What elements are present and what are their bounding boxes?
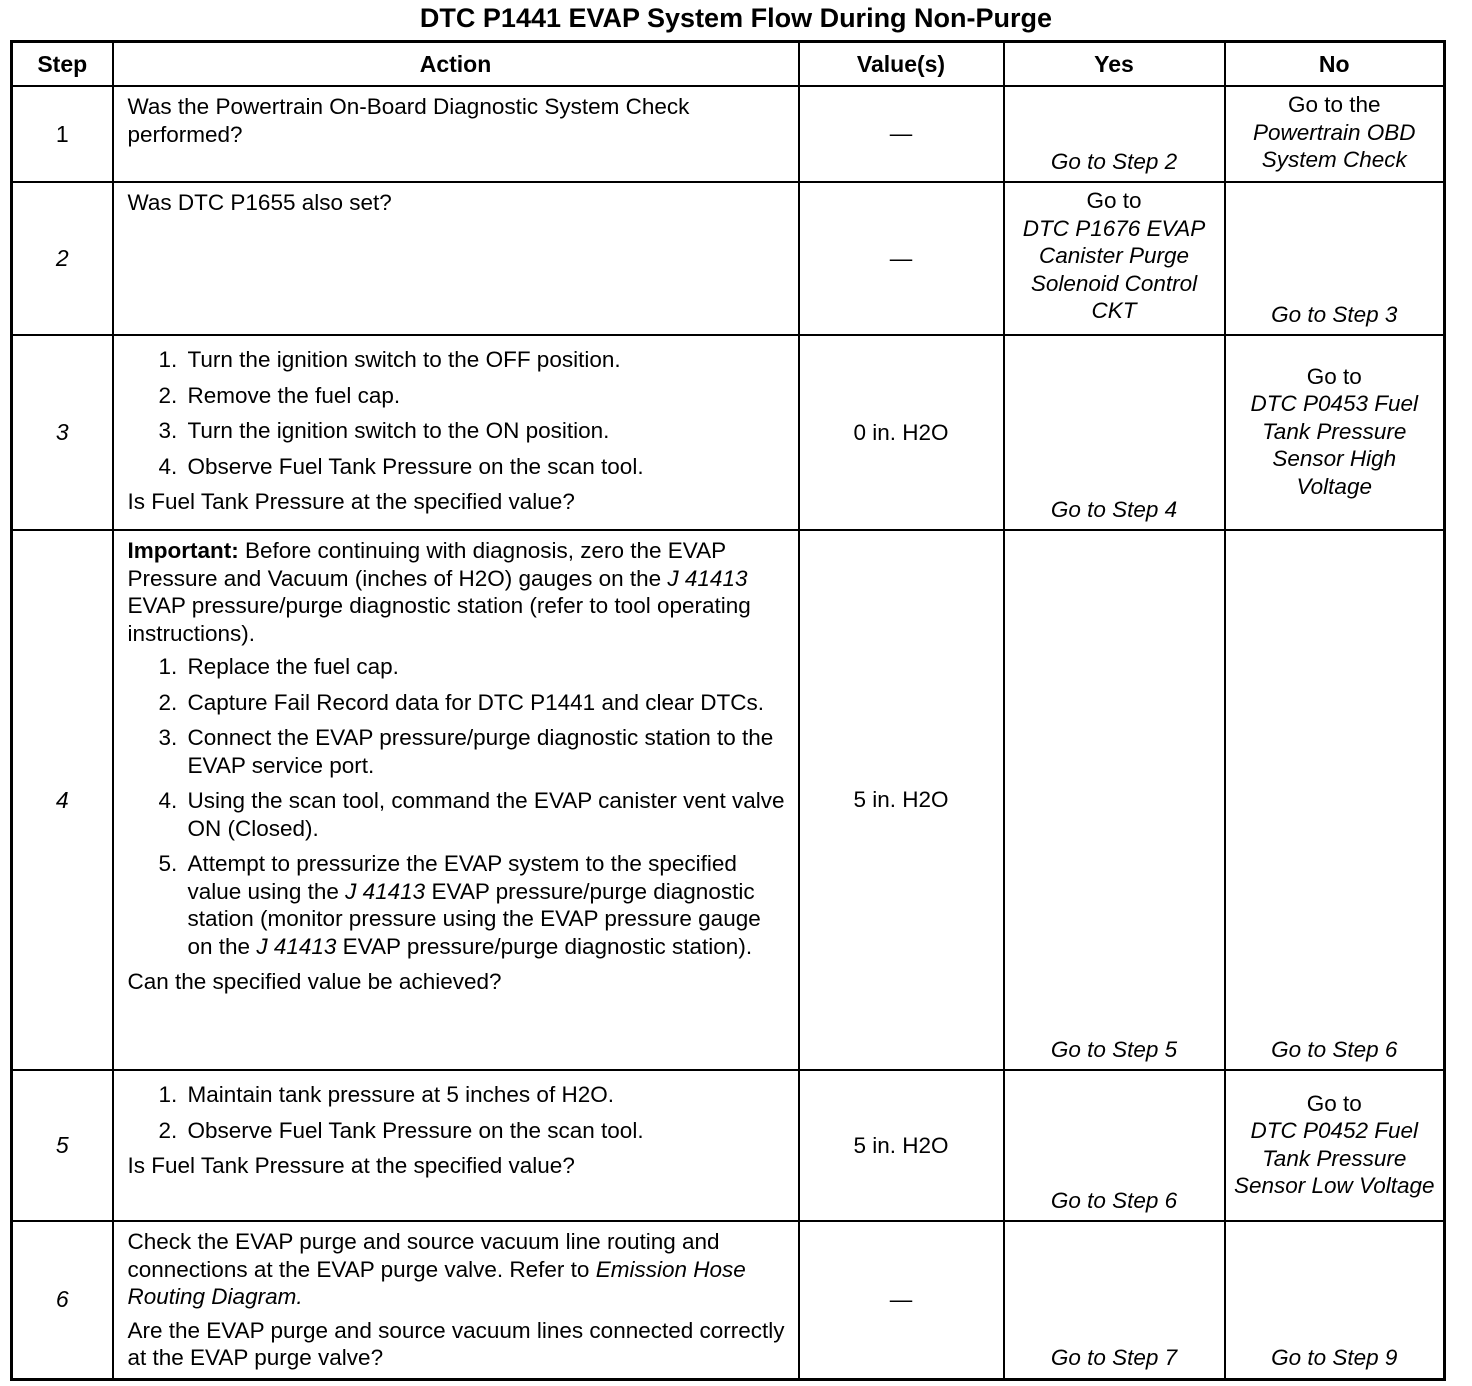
yes-cell [1004, 1070, 1225, 1221]
yes-link[interactable]: Go to Step 6 [1050, 1187, 1178, 1213]
important-note [128, 537, 786, 647]
value-cell: 5 in. H2O [799, 530, 1004, 1070]
diagnostic-table [10, 40, 1446, 1381]
table-row [12, 1221, 1445, 1379]
no-cell [1225, 182, 1445, 335]
yes-cell [1004, 530, 1225, 1070]
action-text: Was the Powertrain On-Board Diagnostic System Check performed? [127, 94, 690, 147]
action-cell [113, 335, 799, 530]
step-number: 4 [12, 530, 113, 1070]
no-cell [1225, 1070, 1445, 1221]
no-link[interactable]: DTC P0453 Fuel Tank Pressure Sensor High Voltage [1250, 391, 1419, 499]
procedure-list [128, 653, 786, 960]
no-prefix: Go to the [1287, 92, 1381, 117]
tool-ref: J 41413 [667, 565, 748, 591]
list-item: 1. Turn the ignition switch to the OFF position. [184, 346, 786, 374]
yes-link[interactable]: DTC P1676 EVAP Canister Purge Solenoid Control CKT [1022, 215, 1206, 323]
step5-text-b: EVAP pressure/purge diagnostic station (monitor pressure using the EVAP pressure gauge on the [187, 878, 761, 959]
page-title: DTC P1441 EVAP System Flow During Non-Purge [419, 3, 1053, 33]
header-row [12, 42, 1445, 87]
no-link[interactable]: Powertrain OBD System Check [1252, 119, 1416, 172]
action-cell [113, 1070, 799, 1221]
important-text-a: Before continuing with diagnosis, zero the EVAP Pressure and Vacuum (inches of H2O) gauges on the [127, 538, 726, 591]
yes-prefix: Go to [1086, 188, 1142, 213]
list-item: 4. Using the scan tool, command the EVAP canister vent valve ON (Closed). [184, 787, 786, 842]
table-row [12, 530, 1445, 1070]
action-cell [113, 530, 799, 1070]
list-item: 3. Connect the EVAP pressure/purge diagnostic station to the EVAP service port. [184, 724, 786, 779]
list-item: 2. Capture Fail Record data for DTC P1441 and clear DTCs. [184, 689, 786, 717]
tool-ref: J 41413 [345, 878, 426, 904]
tool-ref: J 41413 [256, 933, 337, 959]
list-item: 2. Remove the fuel cap. [184, 382, 786, 410]
list-item: 3. Turn the ignition switch to the ON position. [184, 417, 786, 445]
procedure-list [128, 1081, 786, 1144]
action-paragraph [128, 1228, 786, 1311]
table-row [12, 86, 1445, 182]
yes-link[interactable]: Go to Step 5 [1050, 1036, 1178, 1062]
yes-cell [1004, 86, 1225, 182]
question-text: Can the specified value be achieved? [127, 969, 502, 994]
header-yes: Yes [1004, 42, 1225, 87]
yes-cell [1004, 182, 1225, 335]
question-text: Is Fuel Tank Pressure at the specified value? [127, 1153, 575, 1178]
list-item: 1. Replace the fuel cap. [184, 653, 786, 681]
value-cell: — [799, 86, 1004, 182]
action-text: Check the EVAP purge and source vacuum line routing and connections at the EVAP purge valve. Refer to [127, 1229, 720, 1282]
important-label: Important: [127, 538, 239, 563]
action-cell [113, 86, 799, 182]
no-link[interactable]: Go to Step 9 [1271, 1345, 1398, 1370]
no-cell [1225, 1221, 1445, 1379]
no-cell [1225, 335, 1445, 530]
question-text: Are the EVAP purge and source vacuum lines connected correctly at the EVAP purge valve? [127, 1317, 785, 1370]
yes-cell [1004, 335, 1225, 530]
procedure-list [128, 346, 786, 480]
header-step: Step [12, 42, 113, 87]
no-link[interactable]: Go to Step 6 [1271, 1036, 1398, 1062]
step5-text-c: EVAP pressure/purge diagnostic station). [342, 933, 753, 959]
important-text-b: EVAP pressure/purge diagnostic station (refer to tool operating instructions). [127, 593, 751, 646]
value-cell: 5 in. H2O [799, 1070, 1004, 1221]
header-action: Action [113, 42, 799, 87]
step-number: 5 [12, 1070, 113, 1221]
table-row [12, 1070, 1445, 1221]
step5-text-a: Attempt to pressurize the EVAP system to the specified value using the [187, 851, 737, 904]
table-row [12, 182, 1445, 335]
step-number: 6 [12, 1221, 113, 1379]
no-link[interactable]: Go to Step 3 [1271, 301, 1398, 327]
step-number: 3 [12, 335, 113, 530]
no-prefix: Go to [1306, 1090, 1362, 1116]
step-number: 2 [12, 182, 113, 335]
list-item [184, 850, 786, 960]
table-row [12, 335, 1445, 530]
action-cell [113, 182, 799, 335]
header-no: No [1225, 42, 1445, 87]
action-text: Was DTC P1655 also set? [127, 190, 392, 215]
question-text: Is Fuel Tank Pressure at the specified value? [127, 489, 575, 514]
diagram-ref[interactable]: Emission Hose Routing Diagram. [127, 1256, 746, 1309]
action-cell [113, 1221, 799, 1379]
yes-cell [1004, 1221, 1225, 1379]
value-cell: — [799, 1221, 1004, 1379]
value-cell: — [799, 182, 1004, 335]
no-prefix: Go to [1306, 363, 1362, 389]
header-values: Value(s) [799, 42, 1004, 87]
list-item: 1. Maintain tank pressure at 5 inches of H2O. [184, 1081, 786, 1109]
list-item: 4. Observe Fuel Tank Pressure on the scan tool. [184, 453, 786, 481]
value-cell: 0 in. H2O [799, 335, 1004, 530]
step-number: 1 [12, 86, 113, 182]
yes-link[interactable]: Go to Step 2 [1050, 148, 1178, 174]
yes-link[interactable]: Go to Step 4 [1050, 496, 1178, 522]
list-item: 2. Observe Fuel Tank Pressure on the scan tool. [184, 1117, 786, 1145]
no-link[interactable]: DTC P0452 Fuel Tank Pressure Sensor Low Voltage [1233, 1118, 1435, 1198]
no-cell [1225, 530, 1445, 1070]
yes-link[interactable]: Go to Step 7 [1050, 1345, 1178, 1370]
no-cell [1225, 86, 1445, 182]
